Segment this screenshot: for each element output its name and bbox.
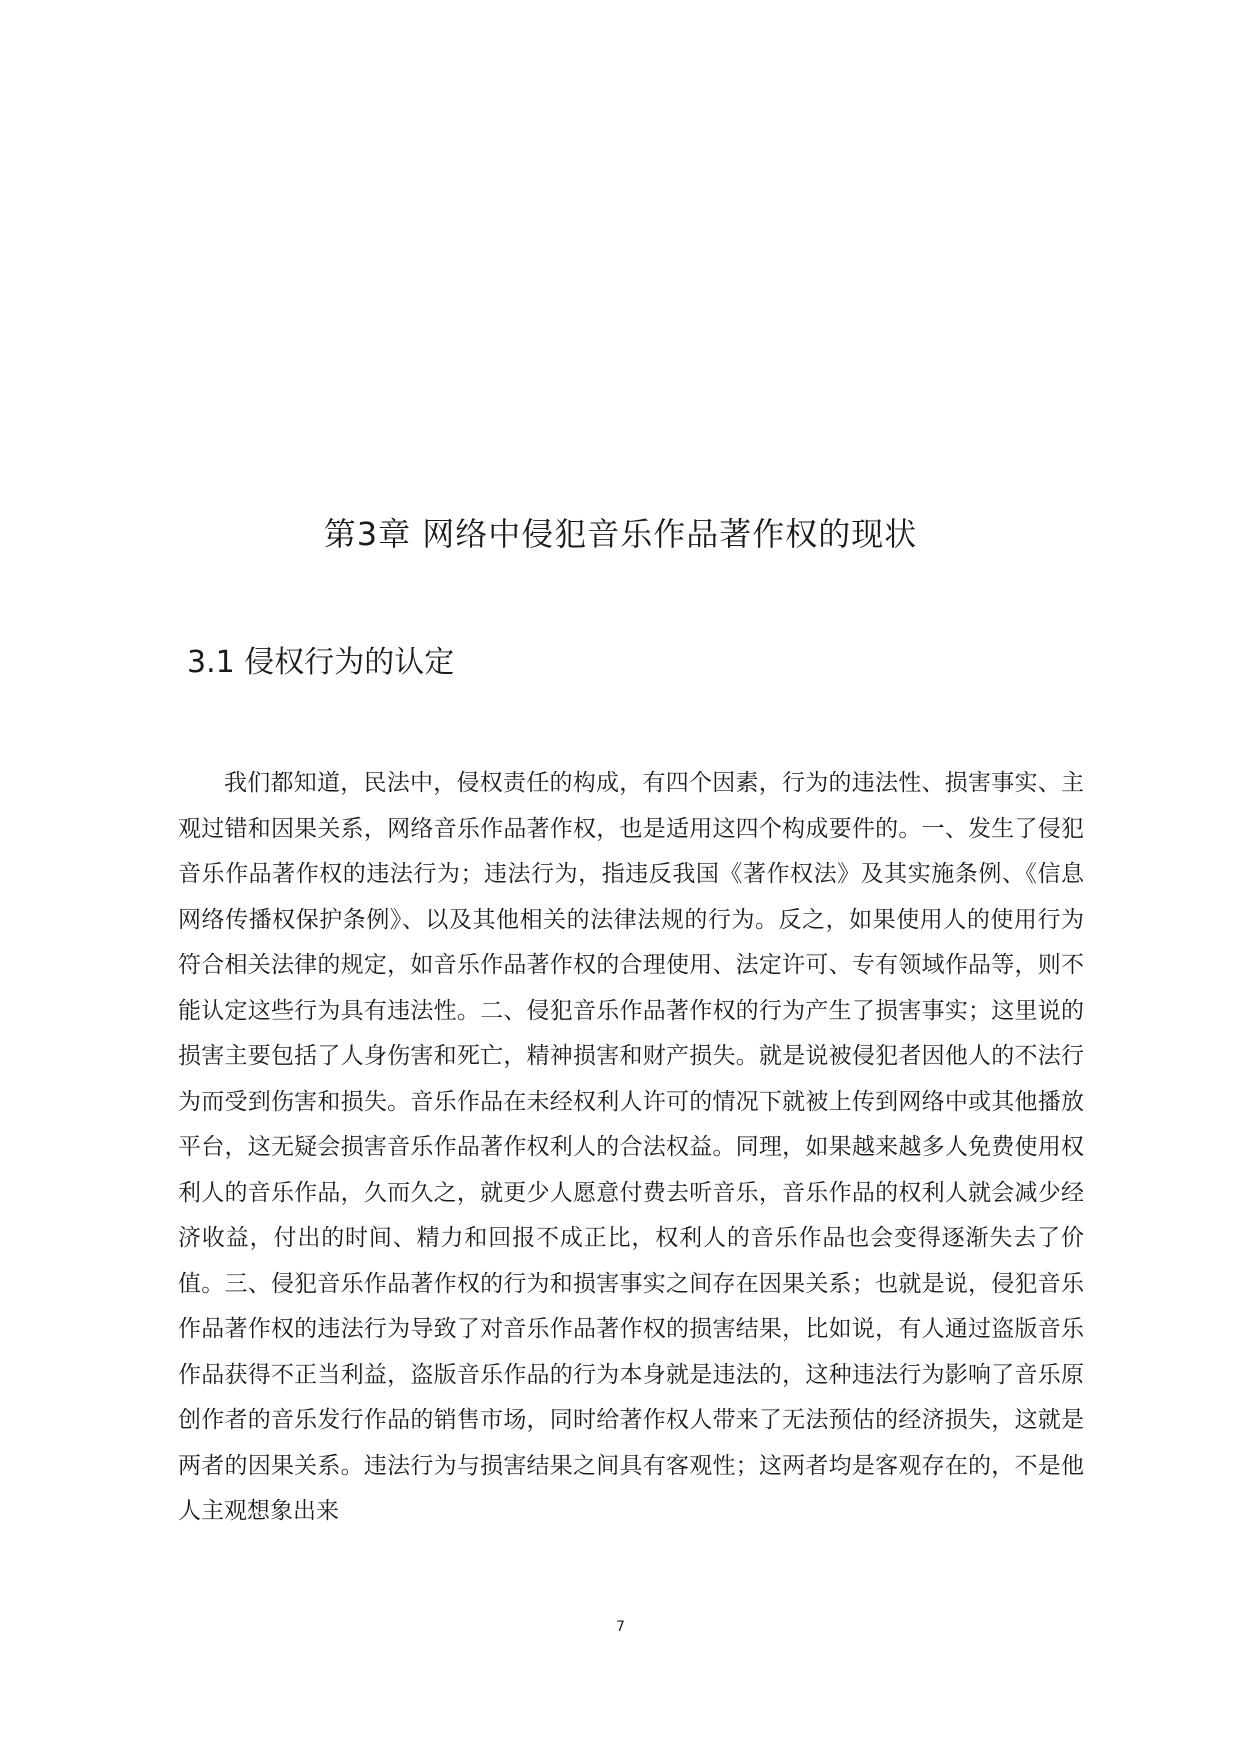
page-number: 7 xyxy=(616,1619,625,1635)
section-heading: 3.1 侵权行为的认定 xyxy=(187,645,455,680)
chapter-title: 第3章 网络中侵犯音乐作品著作权的现状 xyxy=(323,515,918,553)
body-paragraph: 我们都知道，民法中，侵权责任的构成，有四个因素，行为的违法性、损害事实、主观过错和因果关系，网络音乐作品著作权，也是适用这四个构成要件的。一、发生了侵犯音乐作品著作权的违法行为；违法行为，指违反我国《著作权法》及其实施条例、《信息网络传播权保护条例》、以及其他相关的法律法规的行为。反之，如果使用人的使用行为符合相关法律的规定，如音乐作品著作权的合理使用、法定许可、专有领域作品等，则不能认定这些行为具有违法性。二、侵犯音乐作品著作权的行为产生了损害事实；这里说的损害主要包括了人身伤害和死亡，精神损害和财产损失。就是说被侵犯者因他人的不法行为而受到伤害和损失。音乐作品在未经权利人许可的情况下就被上传到网络中或其他播放平台，这无疑会损害音乐作品著作权利人的合法权益。同理，如果越来越多人免费使用权利人的音乐作品，久而久之，就更少人愿意付费去听音乐，音乐作品的权利人就会减少经济收益，付出的时间、精力和回报不成正比，权利人的音乐作品也会变得逐渐失去了价值。三、侵犯音乐作品著作权的行为和损害事实之间存在因果关系；也就是说，侵犯音乐作品著作权的违法行为导致了对音乐作品著作权的损害结果，比如说，有人通过盗版音乐作品获得不正当利益，盗版音乐作品的行为本身就是违法的，这种违法行为影响了音乐原创作者的音乐发行作品的销售市场，同时给著作权人带来了无法预估的经济损失，这就是两者的因果关系。违法行为与损害结果之间具有客观性；这两者均是客观存在的，不是他人主观想象出来 xyxy=(178,770,1084,1524)
